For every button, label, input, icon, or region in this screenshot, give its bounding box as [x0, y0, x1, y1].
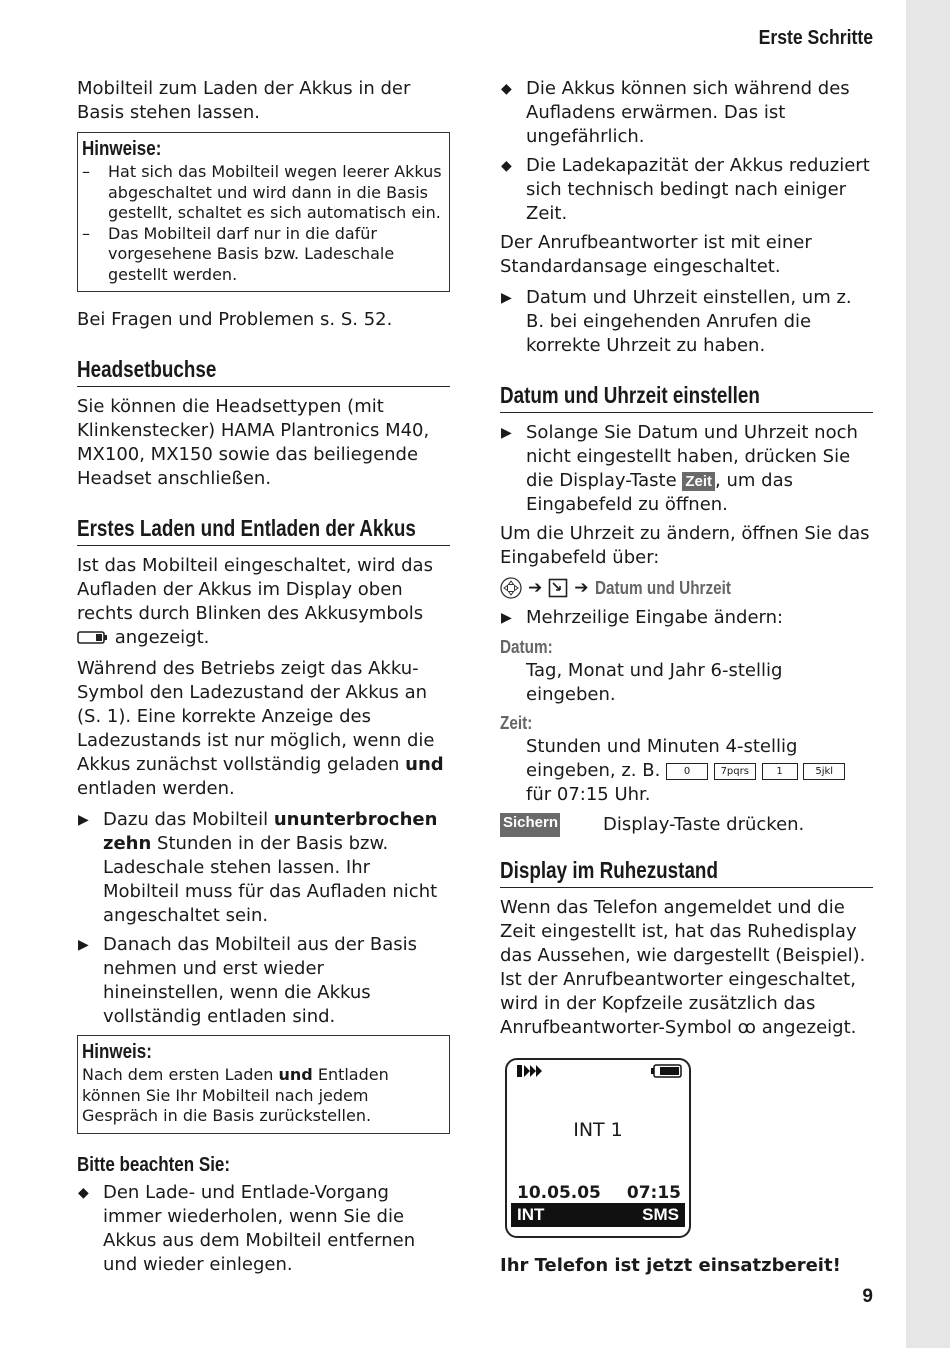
step-item: ▶ Solange Sie Datum und Uhrzeit noch nicht eingestellt haben, drücken Sie die Display-Taste Zeit , um das Eingabefeld zu öffnen.	[501, 422, 858, 515]
display-softkey-bar	[511, 1203, 685, 1227]
headset-text: Sie können die Headsettypen (mit Klinkenstecker) HAMA Plantronics M40, MX100, MX150 sowie das beiliegende Headset anschließen.	[77, 396, 430, 489]
triangle-bullet-icon: ▶	[78, 812, 89, 828]
charging-text-1: Ist das Mobilteil eingeschaltet, wird das Aufladen der Akkus im Display oben rechts durch Blinken des Akkusymbols angezeigt.	[77, 555, 433, 648]
triangle-bullet-icon: ▶	[501, 290, 512, 306]
answering-machine-text: Der Anrufbeantworter ist mit einer Standardansage eingeschaltet.	[500, 232, 812, 277]
note-item: – Hat sich das Mobilteil wegen leerer Akkus abgeschaltet und wird dann in die Basis gestellt, schaltet es sich automatisch ein.	[82, 162, 445, 224]
page-number: 9	[862, 1286, 873, 1307]
running-head: Erste Schritte	[758, 27, 873, 49]
field-desc-time: Stunden und Minuten 4-stellig eingeben, z. B. 0 7pqrs 1 5jkl für 07:15 Uhr.	[500, 735, 873, 807]
section-heading-headset: Headsetbuchse	[77, 356, 217, 382]
key-0: 0	[666, 763, 708, 780]
charging-text-2: Während des Betriebs zeigt das Akku-Symbol den Ladezustand der Akkus an (S. 1). Eine korrekte Anzeige des Ladezustands ist nur möglich, wenn die Akkus zunächst vollständig geladen und entladen werden.	[77, 658, 444, 799]
note-box-hint	[77, 1035, 450, 1134]
menu-path-label: Datum und Uhrzeit	[594, 578, 731, 598]
step-item: ▶ Datum und Uhrzeit einstellen, um z. B. bei eingehenden Anrufen die korrekte Uhrzeit zu haben.	[501, 287, 852, 356]
left-column	[77, 77, 450, 1282]
triangle-bullet-icon: ▶	[501, 425, 512, 441]
save-desc: Display-Taste drücken.	[603, 814, 805, 835]
datetime-steps	[500, 421, 873, 517]
right-column	[500, 77, 873, 1278]
note-list	[82, 162, 445, 285]
note-text: Nach dem ersten Laden und Entladen können Sie Ihr Mobilteil nach jedem Gespräch in die Basis zurückstellen.	[82, 1065, 389, 1125]
headset-heading-block	[77, 354, 450, 387]
step-item: ▶ Dazu das Mobilteil ununterbrochen zehn Stunden in der Basis bzw. Ladeschale stehen lassen. Ihr Mobilteil muss für das Aufladen nicht angeschaltet sein.	[78, 809, 438, 926]
arrow-right-icon: ➔	[528, 578, 543, 598]
triangle-bullet-icon: ▶	[78, 937, 89, 953]
intro-text: Mobilteil zum Laden der Akkus in der Basis stehen lassen.	[77, 78, 411, 123]
step-item: ▶ Mehrzeilige Eingabe ändern:	[501, 607, 784, 628]
section-heading-datetime: Datum und Uhrzeit einstellen	[500, 382, 760, 408]
sub-heading-attention: Bitte beachten Sie:	[77, 1153, 231, 1176]
key-7: 7pqrs	[714, 763, 756, 780]
diamond-bullet-icon: ◆	[501, 158, 512, 174]
display-date: 10.05.05	[517, 1183, 601, 1203]
settings-menu-icon	[548, 578, 568, 598]
idle-text: Wenn das Telefon angemeldet und die Zeit eingestellt ist, hat das Ruhedisplay das Aussehen, wie dargestellt (Beispiel). Ist der Anrufbeantworter eingeschaltet, wird in der Kopfzeile zusätzlich das Anrufbeantworter-Symbol ꝏ angezeigt.	[500, 897, 866, 1038]
signal-strength-icon	[517, 1064, 547, 1078]
charging-heading-block	[77, 513, 450, 546]
attention-list-continued	[500, 77, 873, 226]
step-item: ▶ Danach das Mobilteil aus der Basis nehmen und erst wieder hineinstellen, wenn die Akkus vollständig entladen sind.	[78, 934, 418, 1027]
note-title: Hinweise:	[82, 138, 162, 160]
display-time: 07:15	[626, 1183, 681, 1203]
triangle-bullet-icon: ▶	[501, 610, 512, 626]
page-edge-strip	[906, 0, 950, 1348]
softkey-sichern: Sichern	[500, 813, 560, 837]
diamond-item: ◆ Die Akkus können sich während des Aufladens erwärmen. Das ist ungefährlich.	[501, 78, 850, 147]
datetime-heading-block	[500, 380, 873, 413]
diamond-item: ◆ Die Ladekapazität der Akkus reduziert sich technisch bedingt nach einiger Zeit.	[501, 155, 870, 224]
note-item: – Das Mobilteil darf nur in die dafür vorgesehene Basis bzw. Ladeschale gestellt werden.	[82, 224, 445, 286]
key-5: 5jkl	[803, 763, 845, 780]
ready-text: Ihr Telefon ist jetzt einsatzbereit!	[500, 1255, 841, 1276]
display-softkey-sms: SMS	[642, 1205, 679, 1224]
arrow-right-icon: ➔	[574, 578, 589, 598]
navigation-key-icon	[500, 577, 522, 599]
diamond-bullet-icon: ◆	[501, 81, 512, 97]
field-label-date: Datum:	[500, 637, 553, 657]
idle-display-illustration	[505, 1058, 691, 1238]
display-softkey-int: INT	[517, 1205, 545, 1224]
faq-text: Bei Fragen und Problemen s. S. 52.	[77, 309, 393, 330]
section-heading-charging: Erstes Laden und Entladen der Akkus	[77, 515, 416, 541]
note-title: Hinweis:	[82, 1041, 152, 1063]
set-time-steps	[500, 286, 873, 358]
answering-machine-icon: ꝏ	[737, 1017, 756, 1038]
save-row	[500, 813, 873, 837]
diamond-item: ◆ Den Lade- und Entlade-Vorgang immer wiederholen, wenn Sie die Akkus aus dem Mobilteil entfernen und wieder einlegen.	[78, 1181, 416, 1275]
section-heading-idle: Display im Ruhezustand	[500, 857, 718, 883]
menu-path	[500, 576, 873, 600]
display-handset-name: INT 1	[573, 1119, 623, 1141]
multi-line-steps	[500, 606, 873, 630]
change-time-text: Um die Uhrzeit zu ändern, öffnen Sie das Eingabefeld über:	[500, 523, 870, 568]
battery-icon	[651, 1064, 683, 1078]
charging-steps	[77, 808, 450, 1029]
key-1: 1	[762, 763, 798, 780]
idle-heading-block	[500, 855, 873, 888]
note-box-hints	[77, 132, 450, 292]
attention-list	[77, 1181, 450, 1277]
battery-icon	[77, 630, 109, 644]
field-label-time: Zeit:	[500, 713, 533, 733]
softkey-zeit: Zeit	[682, 472, 715, 491]
diamond-bullet-icon: ◆	[78, 1184, 89, 1201]
field-desc-date: Tag, Monat und Jahr 6-stellig eingeben.	[526, 660, 783, 705]
